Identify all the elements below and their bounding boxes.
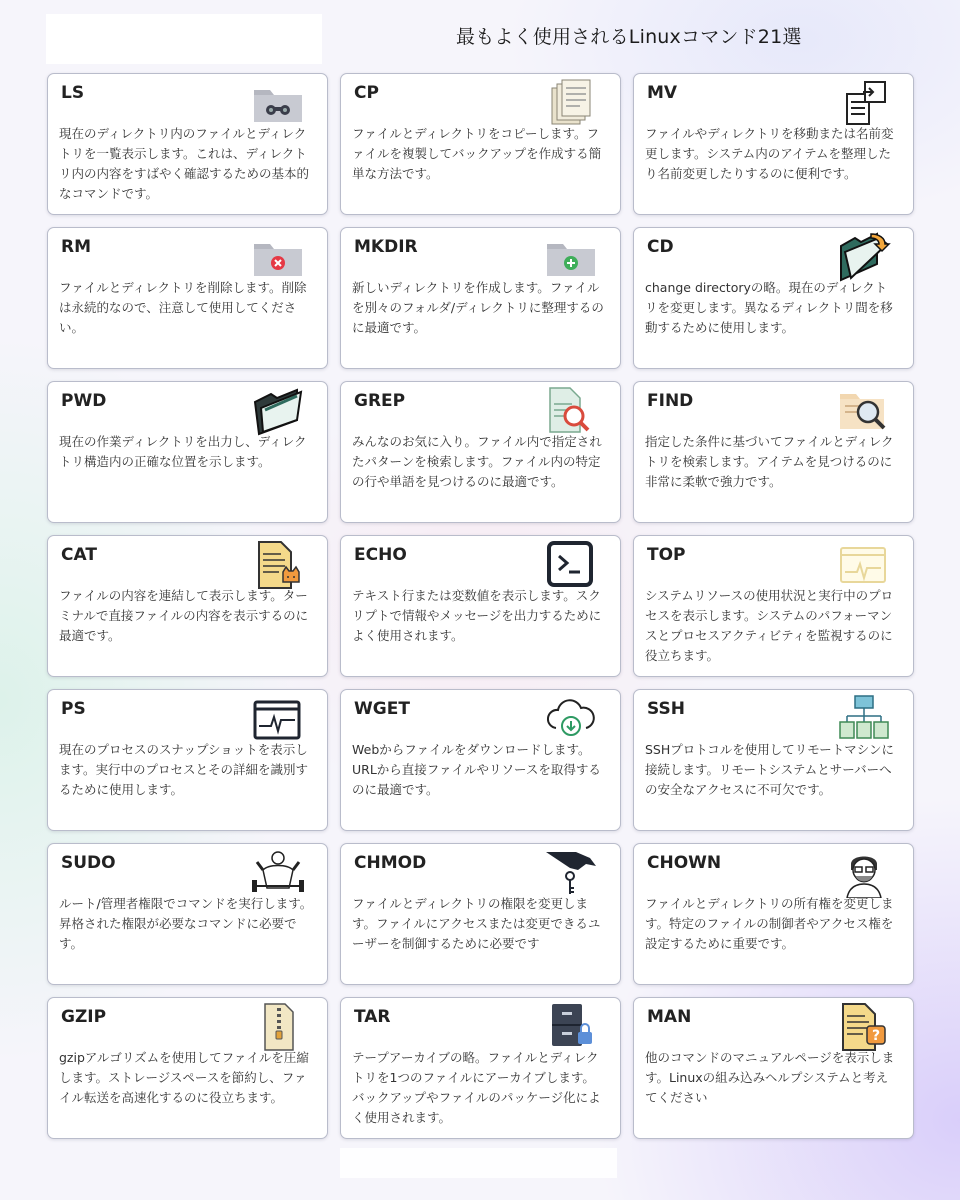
command-card-find (633, 381, 914, 523)
network-icon (837, 694, 891, 744)
command-name: TAR (354, 1007, 391, 1027)
command-card-ssh (633, 689, 914, 831)
archive-cabinet-icon (544, 1002, 598, 1052)
command-card-cat (47, 535, 328, 677)
command-description: みんなのお気に入り。ファイル内で指定されたパターンを検索します。ファイル内の特定の行や単語を見つけるのに最適です。 (352, 434, 602, 489)
command-card-pwd (47, 381, 328, 523)
command-description: SSHプロトコルを使用してリモートマシンに接続します。リモートシステムとサーバーへの安全なアクセスに不可欠です。 (645, 742, 894, 797)
command-card-grep (340, 381, 621, 523)
command-name: GREP (354, 391, 406, 411)
command-name: CD (647, 237, 674, 257)
command-description: テキスト行または変数値を表示します。スクリプトで情報やメッセージを出力するためによく使用されます。 (352, 588, 602, 643)
command-description: 現在のディレクトリ内のファイルとディレクトリを一覧表示します。これは、ディレクトリ内の内容をすばやく確認するための基本的なコマンドです。 (59, 126, 310, 201)
command-card-chmod (340, 843, 621, 985)
command-card-rm (47, 227, 328, 369)
document-cat-icon (251, 540, 305, 590)
command-name: TOP (647, 545, 686, 565)
command-description: システムリソースの使用状況と実行中のプロセスを表示します。システムのパフォーマンスとプロセスアクティビティを監視するのに役立ちます。 (645, 588, 894, 663)
command-description: ルート/管理者権限でコマンドを実行します。昇格された権限が必要なコマンドに必要です。 (59, 896, 313, 951)
command-name: ECHO (354, 545, 407, 565)
command-description: ファイルとディレクトリの権限を変更します。ファイルにアクセスまたは変更できるユーザーを制御するために必要です (352, 896, 601, 951)
command-card-ps (47, 689, 328, 831)
delete-folder-icon (251, 232, 305, 282)
footer-redaction (340, 1148, 617, 1178)
add-folder-icon (544, 232, 598, 282)
command-description: 新しいディレクトリを作成します。ファイルを別々のフォルダ/ディレクトリに整理するのに最適です。 (352, 280, 604, 335)
command-card-mv (633, 73, 914, 215)
strongman-icon (251, 848, 305, 898)
command-description: 現在のプロセスのスナップショットを表示します。実行中のプロセスとその詳細を識別するために使用します。 (59, 742, 309, 797)
command-name: CP (354, 83, 379, 103)
command-description: 現在の作業ディレクトリを出力し、ディレクトリ構造内の正確な位置を示します。 (59, 434, 307, 469)
command-name: PS (61, 699, 86, 719)
open-folder-arrow-icon (837, 232, 891, 282)
command-description: gzipアルゴリズムを使用してファイルを圧縮します。ストレージスペースを節約し、ファイル転送を高速化するのに役立ちます。 (59, 1050, 309, 1105)
command-name: CHOWN (647, 853, 722, 873)
command-description: ファイルの内容を連結して表示します。ターミナルで直接ファイルの内容を表示するのに最適です。 (59, 588, 309, 643)
command-card-ls (47, 73, 328, 215)
command-name: SUDO (61, 853, 116, 873)
command-description: ファイルやディレクトリを移動または名前変更します。システム内のアイテムを整理したり名前変更したりするのに便利です。 (645, 126, 894, 181)
command-description: change directoryの略。現在のディレクトリを変更します。異なるディレクトリ間を移動するために使用します。 (645, 280, 893, 335)
command-card-tar (340, 997, 621, 1139)
command-name: MKDIR (354, 237, 418, 257)
command-description: テープアーカイブの略。ファイルとディレクトリを1つのファイルにアーカイブします。バックアップやファイルのパッケージ化によく使用されます。 (352, 1050, 601, 1125)
command-card-chown (633, 843, 914, 985)
document-search-icon (544, 386, 598, 436)
owner-avatar-icon (837, 848, 891, 898)
open-folder-icon (251, 386, 305, 436)
command-description: ファイルとディレクトリを削除します。削除は永続的なので、注意して使用してください。 (59, 280, 307, 335)
command-card-wget (340, 689, 621, 831)
header-redaction (46, 14, 322, 64)
cloud-download-icon (544, 694, 598, 744)
folder-search-icon (837, 386, 891, 436)
command-description: 指定した条件に基づいてファイルとディレクトリを検索します。アイテムを見つけるのに非常に柔軟で強力です。 (645, 434, 894, 489)
command-name: MAN (647, 1007, 692, 1027)
command-name: LS (61, 83, 85, 103)
command-name: WGET (354, 699, 410, 719)
command-card-mkdir (340, 227, 621, 369)
move-document-icon (837, 78, 891, 128)
command-card-gzip (47, 997, 328, 1139)
command-card-echo (340, 535, 621, 677)
command-card-cp (340, 73, 621, 215)
command-name: CAT (61, 545, 97, 565)
activity-monitor-icon (837, 540, 891, 590)
svg-text:?: ? (871, 1028, 881, 1044)
zip-file-icon (251, 1002, 305, 1052)
command-name: PWD (61, 391, 107, 411)
command-card-man (633, 997, 914, 1139)
command-description: ファイルとディレクトリをコピーします。ファイルを複製してバックアップを作成する簡単な方法です。 (352, 126, 602, 181)
command-grid (47, 73, 913, 1139)
page-title: 最もよく使用されるLinuxコマンド21選 (456, 26, 802, 48)
command-name: MV (647, 83, 678, 103)
command-description: Webからファイルをダウンロードします。URLから直接ファイルやリソースを取得するのに最適です。 (352, 742, 601, 797)
hand-key-icon (544, 848, 598, 898)
copy-documents-icon (544, 78, 598, 128)
process-monitor-icon (251, 694, 305, 744)
command-name: SSH (647, 699, 685, 719)
command-name: RM (61, 237, 92, 257)
terminal-icon (544, 540, 598, 590)
command-name: FIND (647, 391, 694, 411)
command-card-cd (633, 227, 914, 369)
command-card-sudo (47, 843, 328, 985)
manual-help-icon (837, 1002, 891, 1052)
command-description: 他のコマンドのマニュアルページを表示します。Linuxの組み込みヘルプシステムと考えてください (645, 1050, 895, 1105)
command-name: GZIP (61, 1007, 107, 1027)
binoculars-folder-icon (251, 78, 305, 128)
command-name: CHMOD (354, 853, 427, 873)
command-description: ファイルとディレクトリの所有権を変更します。特定のファイルの制御者やアクセス権を設定するために重要です。 (645, 896, 894, 951)
command-card-top (633, 535, 914, 677)
